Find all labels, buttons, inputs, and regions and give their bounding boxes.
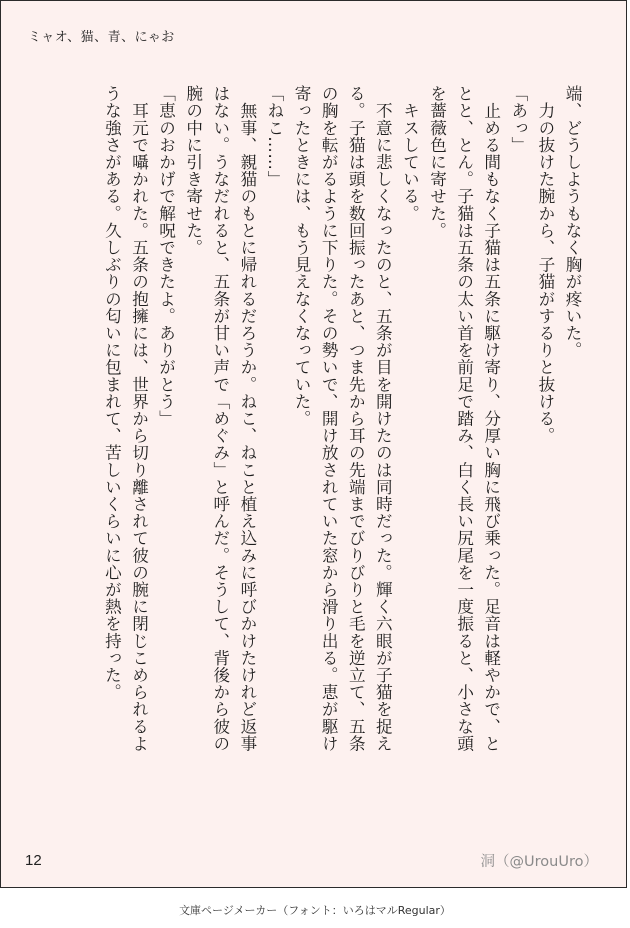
page-number: 12 xyxy=(25,852,42,869)
book-title: ミャオ、猫、青、にゃお xyxy=(28,30,175,45)
text-line: 端、どうしようもなく胸が疼いた。 xyxy=(563,85,582,359)
text-line: 「恵のおかげで解呪できたよ。ありがとう」 xyxy=(156,85,176,427)
text-line: とと、とん。子猫は五条の太い首を前足で踏み、白く長い尻尾を一度振ると、小さな頭 xyxy=(454,85,474,752)
text-line: うな強さがある。久しぶりの匂いに包まれて、苦しいくらいに心が熱を持った。 xyxy=(102,85,122,701)
text-line: キスしている。 xyxy=(400,85,420,222)
text-line: 「ねこ……」 xyxy=(264,85,284,188)
text-line: 腕の中に引き寄せた。 xyxy=(183,85,203,256)
text-line: 無事、親猫のもとに帰れるだろうか。ねこ、ねこと植え込みに呼びかけたけれど返事 xyxy=(237,85,257,752)
footer-credit: 文庫ページメーカー（フォント：いろはマルRegular） xyxy=(179,904,451,917)
author-credit: 洞（@UrouUro） xyxy=(480,854,598,870)
text-line: 寄ったときには、もう見えなくなっていた。 xyxy=(292,85,312,427)
text-line: を薔薇色に寄せた。 xyxy=(427,85,447,239)
text-line: 「あっ」 xyxy=(508,85,528,154)
text-line: る。子猫は頭を数回振ったあと、つま先から耳の先端までびりびりと毛を逆立て、五条 xyxy=(346,85,366,752)
vertical-body-text xyxy=(26,85,586,845)
text-line: 止める間もなく子猫は五条に駆け寄り、分厚い胸に飛び乗った。足音は軽やかで、と xyxy=(481,85,501,752)
text-line: の胸を転がるように下りた。その勢いで、開け放されていた窓から滑り出る。恵が駆け xyxy=(319,85,339,752)
text-line: 耳元で囁かれた。五条の抱擁には、世界から切り離されて彼の腕に閉じこめられるよ xyxy=(129,85,149,752)
text-line: 力の抜けた腕から、子猫がするりと抜ける。 xyxy=(535,85,555,445)
text-line: 不意に悲しくなったのと、五条が目を開けたのは同時だった。輝く六眼が子猫を捉え xyxy=(373,85,393,752)
text-line: はない。うなだれると、五条が甘い声で「めぐみ」と呼んだ。そうして、背後から彼の xyxy=(210,85,230,752)
